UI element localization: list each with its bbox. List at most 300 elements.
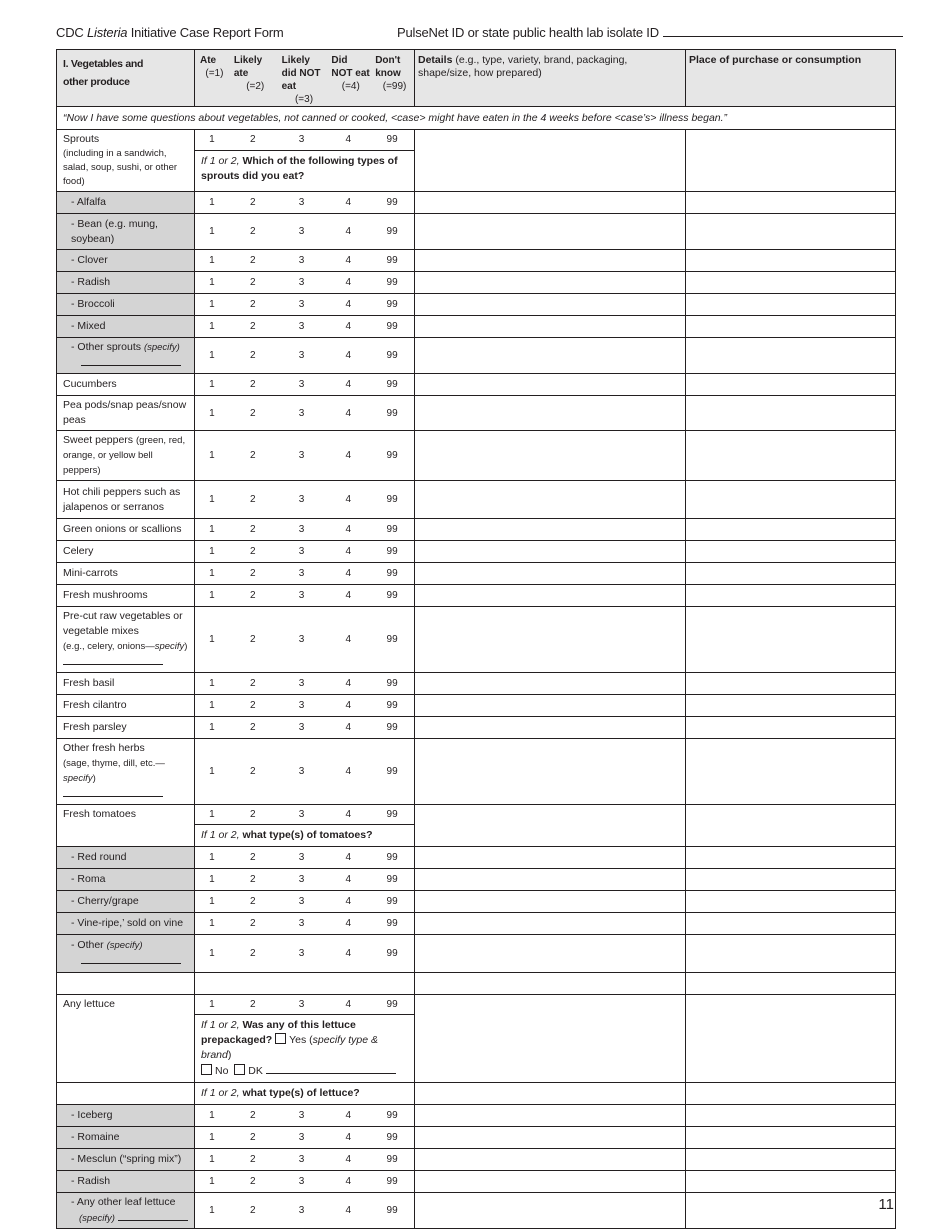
- column-header: Did NOT eat (=4): [331, 55, 370, 92]
- response-code-2[interactable]: 2: [249, 1110, 256, 1121]
- response-code-99[interactable]: 99: [386, 766, 398, 777]
- response-code-1[interactable]: 1: [209, 590, 215, 601]
- item-label: - Red round: [57, 847, 195, 869]
- item-label: Fresh parsley: [57, 717, 195, 739]
- response-code-4[interactable]: 4: [345, 999, 352, 1010]
- place-cell[interactable]: [686, 935, 896, 973]
- response-code-99[interactable]: 99: [386, 809, 398, 820]
- item-label: - Vine-ripe,’ sold on vine: [57, 913, 195, 935]
- place-cell[interactable]: [686, 913, 896, 935]
- response-code-1[interactable]: 1: [209, 407, 215, 419]
- place-cell[interactable]: [686, 673, 896, 695]
- response-code-99[interactable]: 99: [386, 299, 398, 310]
- response-code-99[interactable]: 99: [386, 634, 398, 645]
- response-code-3[interactable]: 3: [298, 896, 305, 907]
- details-cell[interactable]: [415, 717, 686, 739]
- response-code-4[interactable]: 4: [345, 766, 352, 777]
- response-code-3[interactable]: 3: [298, 321, 305, 332]
- response-code-99[interactable]: 99: [386, 226, 398, 237]
- response-code-4[interactable]: 4: [345, 568, 352, 579]
- response-code-4[interactable]: 4: [345, 809, 352, 820]
- table-row: [57, 396, 896, 431]
- response-code-1[interactable]: 1: [209, 321, 215, 332]
- response-code-4[interactable]: 4: [345, 1176, 352, 1187]
- response-code-3[interactable]: 3: [298, 874, 305, 885]
- response-code-4[interactable]: 4: [345, 134, 352, 146]
- response-code-1[interactable]: 1: [209, 379, 215, 390]
- response-code-99[interactable]: 99: [386, 494, 398, 505]
- response-code-2[interactable]: 2: [249, 568, 256, 579]
- details-cell[interactable]: [415, 541, 686, 563]
- details-cell[interactable]: [415, 847, 686, 869]
- response-code-2[interactable]: 2: [249, 852, 256, 863]
- item-label: - Broccoli: [57, 294, 195, 316]
- details-cell[interactable]: [415, 396, 686, 431]
- response-code-99[interactable]: 99: [386, 255, 398, 266]
- response-code-1[interactable]: 1: [209, 494, 215, 505]
- place-cell[interactable]: [686, 192, 896, 214]
- response-code-1[interactable]: 1: [209, 1132, 215, 1143]
- form-title: CDC Listeria Initiative Case Report Form: [56, 25, 284, 40]
- place-cell[interactable]: [686, 431, 896, 481]
- table-row: [57, 563, 896, 585]
- place-cell[interactable]: [686, 1171, 896, 1193]
- place-cell[interactable]: [686, 272, 896, 294]
- response-code-4[interactable]: 4: [345, 1110, 352, 1121]
- response-code-1[interactable]: 1: [209, 524, 215, 535]
- response-code-4[interactable]: 4: [345, 546, 352, 557]
- response-code-4[interactable]: 4: [345, 197, 352, 208]
- dk-checkbox[interactable]: [234, 1064, 245, 1075]
- response-code-99[interactable]: 99: [386, 1176, 398, 1187]
- details-cell[interactable]: [415, 431, 686, 481]
- details-cell[interactable]: [415, 805, 686, 847]
- response-code-4[interactable]: 4: [345, 226, 352, 237]
- details-cell[interactable]: [415, 316, 686, 338]
- place-cell[interactable]: [686, 396, 896, 431]
- details-header: Details (e.g., type, variety, brand, packaging, shape/size, how prepared): [415, 50, 686, 107]
- response-code-99[interactable]: 99: [386, 350, 398, 361]
- response-code-2[interactable]: 2: [249, 1132, 256, 1143]
- response-code-2[interactable]: 2: [249, 634, 256, 645]
- place-cell[interactable]: [686, 130, 896, 192]
- place-cell[interactable]: [686, 607, 896, 673]
- response-code-1[interactable]: 1: [209, 450, 215, 461]
- place-cell[interactable]: [686, 338, 896, 374]
- response-code-99[interactable]: 99: [386, 450, 398, 461]
- item-label: - Clover: [57, 250, 195, 272]
- response-code-4[interactable]: 4: [345, 590, 352, 601]
- place-cell[interactable]: [686, 563, 896, 585]
- response-code-4[interactable]: 4: [345, 722, 352, 733]
- item-label: [57, 973, 195, 995]
- response-code-2[interactable]: 2: [249, 678, 256, 689]
- response-code-1[interactable]: 1: [209, 918, 215, 929]
- response-code-99[interactable]: 99: [386, 134, 398, 146]
- details-cell[interactable]: [415, 192, 686, 214]
- place-cell[interactable]: [686, 739, 896, 805]
- item-label: Sweet peppers (green, red, orange, or yellow bell peppers): [57, 431, 195, 481]
- item-label: - Other sprouts (specify): [57, 338, 195, 374]
- place-cell[interactable]: [686, 1193, 896, 1229]
- details-cell[interactable]: [415, 1083, 686, 1105]
- table-row: [57, 695, 896, 717]
- table-row: [57, 891, 896, 913]
- yes-checkbox[interactable]: [275, 1033, 286, 1044]
- response-code-2[interactable]: 2: [249, 766, 256, 777]
- place-cell[interactable]: [686, 1149, 896, 1171]
- response-code-1[interactable]: 1: [209, 568, 215, 579]
- response-code-99[interactable]: 99: [386, 999, 398, 1010]
- response-code-3[interactable]: 3: [298, 1154, 305, 1165]
- item-label: Hot chili peppers such as jalapenos or serranos: [57, 481, 195, 519]
- response-code-99[interactable]: 99: [386, 590, 398, 601]
- response-code-1[interactable]: 1: [209, 197, 215, 208]
- isolate-id-field[interactable]: PulseNet ID or state public health lab isolate ID: [397, 25, 903, 40]
- response-code-99[interactable]: 99: [386, 1154, 398, 1165]
- response-code-3[interactable]: 3: [298, 379, 305, 390]
- response-code-1[interactable]: 1: [209, 999, 215, 1010]
- response-code-99[interactable]: 99: [386, 407, 398, 419]
- item-label: - Cherry/grape: [57, 891, 195, 913]
- details-cell[interactable]: [415, 913, 686, 935]
- response-code-3[interactable]: 3: [298, 524, 305, 535]
- response-code-3[interactable]: 3: [298, 407, 305, 419]
- response-code-4[interactable]: 4: [345, 321, 352, 332]
- place-cell[interactable]: [686, 869, 896, 891]
- response-code-99[interactable]: 99: [386, 379, 398, 390]
- item-label: Pea pods/snap peas/snow peas: [57, 396, 195, 431]
- no-checkbox[interactable]: [201, 1064, 212, 1075]
- details-cell[interactable]: [415, 695, 686, 717]
- response-code-2[interactable]: 2: [249, 350, 256, 361]
- response-code-4[interactable]: 4: [345, 494, 352, 505]
- details-cell[interactable]: [415, 130, 686, 192]
- table-row: [57, 192, 896, 214]
- response-code-1[interactable]: 1: [209, 722, 215, 733]
- response-code-1[interactable]: 1: [209, 852, 215, 863]
- table-row: [57, 607, 896, 673]
- response-code-3[interactable]: 3: [298, 1176, 305, 1187]
- table-row: [57, 973, 896, 995]
- details-cell[interactable]: [415, 995, 686, 1083]
- response-code-99[interactable]: 99: [386, 678, 398, 689]
- item-label: Mini-carrots: [57, 563, 195, 585]
- item-label: - Other (specify): [57, 935, 195, 973]
- response-code-99[interactable]: 99: [386, 918, 398, 929]
- item-label: - Radish: [57, 1171, 195, 1193]
- table-row: [57, 374, 896, 396]
- response-code-1[interactable]: 1: [209, 948, 215, 959]
- response-code-1[interactable]: 1: [209, 546, 215, 557]
- details-cell[interactable]: [415, 739, 686, 805]
- place-cell[interactable]: [686, 214, 896, 250]
- details-cell[interactable]: [415, 563, 686, 585]
- response-code-2[interactable]: 2: [249, 874, 256, 885]
- details-cell[interactable]: [415, 1193, 686, 1229]
- item-label: Fresh mushrooms: [57, 585, 195, 607]
- place-cell[interactable]: [686, 519, 896, 541]
- item-label: Fresh tomatoes: [57, 805, 195, 847]
- response-code-2[interactable]: 2: [249, 1154, 256, 1165]
- table-row: [57, 585, 896, 607]
- response-code-3[interactable]: 3: [298, 809, 305, 820]
- place-cell[interactable]: [686, 717, 896, 739]
- response-code-3[interactable]: 3: [298, 700, 305, 711]
- response-code-3[interactable]: 3: [298, 1110, 305, 1121]
- table-row: [57, 316, 896, 338]
- response-code-99[interactable]: 99: [386, 700, 398, 711]
- response-code-1[interactable]: 1: [209, 277, 215, 288]
- response-code-3[interactable]: 3: [298, 948, 305, 959]
- response-code-4[interactable]: 4: [345, 524, 352, 535]
- item-label: Sprouts (including in a sandwich, salad, soup, sushi, or other food): [57, 130, 195, 192]
- response-code-99[interactable]: 99: [386, 852, 398, 863]
- response-code-2[interactable]: 2: [249, 379, 256, 390]
- place-cell[interactable]: [686, 891, 896, 913]
- details-cell[interactable]: [415, 673, 686, 695]
- response-code-4[interactable]: 4: [345, 277, 352, 288]
- response-code-4[interactable]: 4: [345, 1205, 352, 1216]
- response-code-99[interactable]: 99: [386, 1132, 398, 1143]
- response-code-2[interactable]: 2: [249, 134, 256, 146]
- response-code-99[interactable]: 99: [386, 1205, 398, 1216]
- response-code-4[interactable]: 4: [345, 852, 352, 863]
- response-code-99[interactable]: 99: [386, 321, 398, 332]
- place-cell[interactable]: [686, 294, 896, 316]
- details-cell[interactable]: [415, 607, 686, 673]
- response-code-3[interactable]: 3: [298, 999, 305, 1010]
- place-cell[interactable]: [686, 995, 896, 1083]
- column-header: Likely ate (=2): [233, 55, 265, 92]
- response-code-3[interactable]: 3: [298, 226, 305, 237]
- response-code-2[interactable]: 2: [249, 494, 256, 505]
- details-cell[interactable]: [415, 1171, 686, 1193]
- response-code-1[interactable]: 1: [209, 874, 215, 885]
- table-row: [57, 294, 896, 316]
- place-cell[interactable]: [686, 541, 896, 563]
- response-code-3[interactable]: 3: [298, 1205, 305, 1216]
- response-code-1[interactable]: 1: [209, 299, 215, 310]
- item-label: - Radish: [57, 272, 195, 294]
- item-label: - Mesclun (“spring mix”): [57, 1149, 195, 1171]
- response-code-1[interactable]: 1: [209, 1110, 215, 1121]
- response-code-3[interactable]: 3: [298, 134, 305, 146]
- place-cell[interactable]: [686, 585, 896, 607]
- place-cell[interactable]: [686, 805, 896, 847]
- response-code-3[interactable]: 3: [298, 255, 305, 266]
- response-code-2[interactable]: 2: [249, 896, 256, 907]
- response-blank[interactable]: [195, 973, 415, 995]
- details-cell[interactable]: [415, 272, 686, 294]
- response-code-1[interactable]: 1: [209, 809, 215, 820]
- response-code-2[interactable]: 2: [249, 948, 256, 959]
- response-code-99[interactable]: 99: [386, 524, 398, 535]
- response-code-4[interactable]: 4: [345, 1132, 352, 1143]
- table-row: [57, 250, 896, 272]
- response-code-4[interactable]: 4: [345, 407, 352, 419]
- response-code-1[interactable]: 1: [209, 134, 215, 146]
- response-code-1[interactable]: 1: [209, 700, 215, 711]
- details-cell[interactable]: [415, 1149, 686, 1171]
- response-code-99[interactable]: 99: [386, 197, 398, 208]
- response-code-3[interactable]: 3: [298, 494, 305, 505]
- page-number: 11: [878, 1196, 894, 1213]
- details-cell[interactable]: [415, 935, 686, 973]
- details-cell[interactable]: [415, 519, 686, 541]
- table-row: [57, 739, 896, 805]
- details-cell[interactable]: [415, 294, 686, 316]
- item-label: - Alfalfa: [57, 192, 195, 214]
- response-code-2[interactable]: 2: [249, 1205, 256, 1216]
- place-header: Place of purchase or consumption: [686, 50, 896, 107]
- response-code-3[interactable]: 3: [298, 197, 305, 208]
- response-code-2[interactable]: 2: [249, 277, 256, 288]
- response-code-2[interactable]: 2: [249, 700, 256, 711]
- item-label: - Bean (e.g. mung, soybean): [57, 214, 195, 250]
- intro-prompt: “Now I have some questions about vegetables, not canned or cooked, <case> might have eaten in the 4 weeks before <case’s> illness began.”: [57, 107, 896, 130]
- response-code-3[interactable]: 3: [298, 918, 305, 929]
- response-code-2[interactable]: 2: [249, 809, 256, 820]
- response-code-3[interactable]: 3: [298, 678, 305, 689]
- response-code-2[interactable]: 2: [249, 999, 256, 1010]
- place-cell[interactable]: [686, 1105, 896, 1127]
- response-code-3[interactable]: 3: [298, 350, 305, 361]
- response-code-4[interactable]: 4: [345, 350, 352, 361]
- place-cell[interactable]: [686, 695, 896, 717]
- response-code-2[interactable]: 2: [249, 197, 256, 208]
- response-code-3[interactable]: 3: [298, 546, 305, 557]
- item-label: - Any other leaf lettuce (specify): [57, 1193, 195, 1229]
- table-row: [57, 1105, 896, 1127]
- place-cell[interactable]: [686, 250, 896, 272]
- response-code-2[interactable]: 2: [249, 546, 256, 557]
- response-code-3[interactable]: 3: [298, 590, 305, 601]
- item-label: Any lettuce: [57, 995, 195, 1083]
- details-cell[interactable]: [415, 214, 686, 250]
- followup-question: If 1 or 2, what type(s) of lettuce?: [195, 1083, 415, 1105]
- place-cell[interactable]: [686, 847, 896, 869]
- details-cell[interactable]: [415, 585, 686, 607]
- details-cell[interactable]: [415, 250, 686, 272]
- place-cell[interactable]: [686, 316, 896, 338]
- followup-question: If 1 or 2, what type(s) of tomatoes?: [195, 825, 415, 847]
- response-code-1[interactable]: 1: [209, 1176, 215, 1187]
- response-code-2[interactable]: 2: [249, 407, 256, 419]
- item-label: Fresh cilantro: [57, 695, 195, 717]
- response-code-4[interactable]: 4: [345, 255, 352, 266]
- place-cell[interactable]: [686, 374, 896, 396]
- place-cell[interactable]: [686, 973, 896, 995]
- vegetables-table: [56, 49, 896, 1229]
- response-code-4[interactable]: 4: [345, 918, 352, 929]
- response-code-4[interactable]: 4: [345, 700, 352, 711]
- response-code-2[interactable]: 2: [249, 722, 256, 733]
- response-code-3[interactable]: 3: [298, 568, 305, 579]
- details-cell[interactable]: [415, 891, 686, 913]
- table-row: [57, 431, 896, 481]
- response-code-2[interactable]: 2: [249, 918, 256, 929]
- table-row: [57, 1171, 896, 1193]
- details-cell[interactable]: [415, 869, 686, 891]
- response-code-2[interactable]: 2: [249, 299, 256, 310]
- response-header: [195, 50, 415, 107]
- place-cell[interactable]: [686, 1127, 896, 1149]
- response-code-99[interactable]: 99: [386, 568, 398, 579]
- section-title: I. Vegetables and other produce: [57, 50, 195, 107]
- response-code-99[interactable]: 99: [386, 948, 398, 959]
- item-label: Green onions or scallions: [57, 519, 195, 541]
- table-row: [57, 519, 896, 541]
- details-cell[interactable]: [415, 973, 686, 995]
- response-code-2[interactable]: 2: [249, 524, 256, 535]
- item-label: Celery: [57, 541, 195, 563]
- response-code-3[interactable]: 3: [298, 277, 305, 288]
- response-code-1[interactable]: 1: [209, 255, 215, 266]
- response-code-3[interactable]: 3: [298, 766, 305, 777]
- response-code-2[interactable]: 2: [249, 321, 256, 332]
- response-code-2[interactable]: 2: [249, 255, 256, 266]
- response-code-99[interactable]: 99: [386, 1110, 398, 1121]
- item-label: - Romaine: [57, 1127, 195, 1149]
- response-code-4[interactable]: 4: [345, 450, 352, 461]
- response-code-99[interactable]: 99: [386, 896, 398, 907]
- response-code-99[interactable]: 99: [386, 277, 398, 288]
- place-cell[interactable]: [686, 481, 896, 519]
- response-code-4[interactable]: 4: [345, 678, 352, 689]
- response-code-3[interactable]: 3: [298, 1132, 305, 1143]
- item-label: Cucumbers: [57, 374, 195, 396]
- response-code-3[interactable]: 3: [298, 722, 305, 733]
- place-cell[interactable]: [686, 1083, 896, 1105]
- response-code-1[interactable]: 1: [209, 896, 215, 907]
- response-code-99[interactable]: 99: [386, 874, 398, 885]
- response-code-1[interactable]: 1: [209, 766, 215, 777]
- table-row: [57, 913, 896, 935]
- response-code-4[interactable]: 4: [345, 948, 352, 959]
- response-code-1[interactable]: 1: [209, 678, 215, 689]
- response-code-3[interactable]: 3: [298, 852, 305, 863]
- response-code-4[interactable]: 4: [345, 634, 352, 645]
- response-code-99[interactable]: 99: [386, 722, 398, 733]
- response-code-2[interactable]: 2: [249, 450, 256, 461]
- response-code-1[interactable]: 1: [209, 350, 215, 361]
- response-code-4[interactable]: 4: [345, 874, 352, 885]
- details-cell[interactable]: [415, 374, 686, 396]
- response-code-4[interactable]: 4: [345, 379, 352, 390]
- details-cell[interactable]: [415, 1127, 686, 1149]
- response-code-1[interactable]: 1: [209, 634, 215, 645]
- response-code-3[interactable]: 3: [298, 299, 305, 310]
- table-row: [57, 338, 896, 374]
- response-code-3[interactable]: 3: [298, 634, 305, 645]
- response-code-2[interactable]: 2: [249, 590, 256, 601]
- response-code-1[interactable]: 1: [209, 1205, 215, 1216]
- response-code-2[interactable]: 2: [249, 226, 256, 237]
- response-code-4[interactable]: 4: [345, 1154, 352, 1165]
- item-label: Pre-cut raw vegetables or vegetable mixes (e.g., celery, onions—specify): [57, 607, 195, 673]
- response-code-1[interactable]: 1: [209, 1154, 215, 1165]
- response-code-99[interactable]: 99: [386, 546, 398, 557]
- details-cell[interactable]: [415, 1105, 686, 1127]
- response-code-4[interactable]: 4: [345, 299, 352, 310]
- response-code-4[interactable]: 4: [345, 896, 352, 907]
- details-cell[interactable]: [415, 481, 686, 519]
- response-code-2[interactable]: 2: [249, 1176, 256, 1187]
- details-cell[interactable]: [415, 338, 686, 374]
- response-code-3[interactable]: 3: [298, 450, 305, 461]
- response-code-1[interactable]: 1: [209, 226, 215, 237]
